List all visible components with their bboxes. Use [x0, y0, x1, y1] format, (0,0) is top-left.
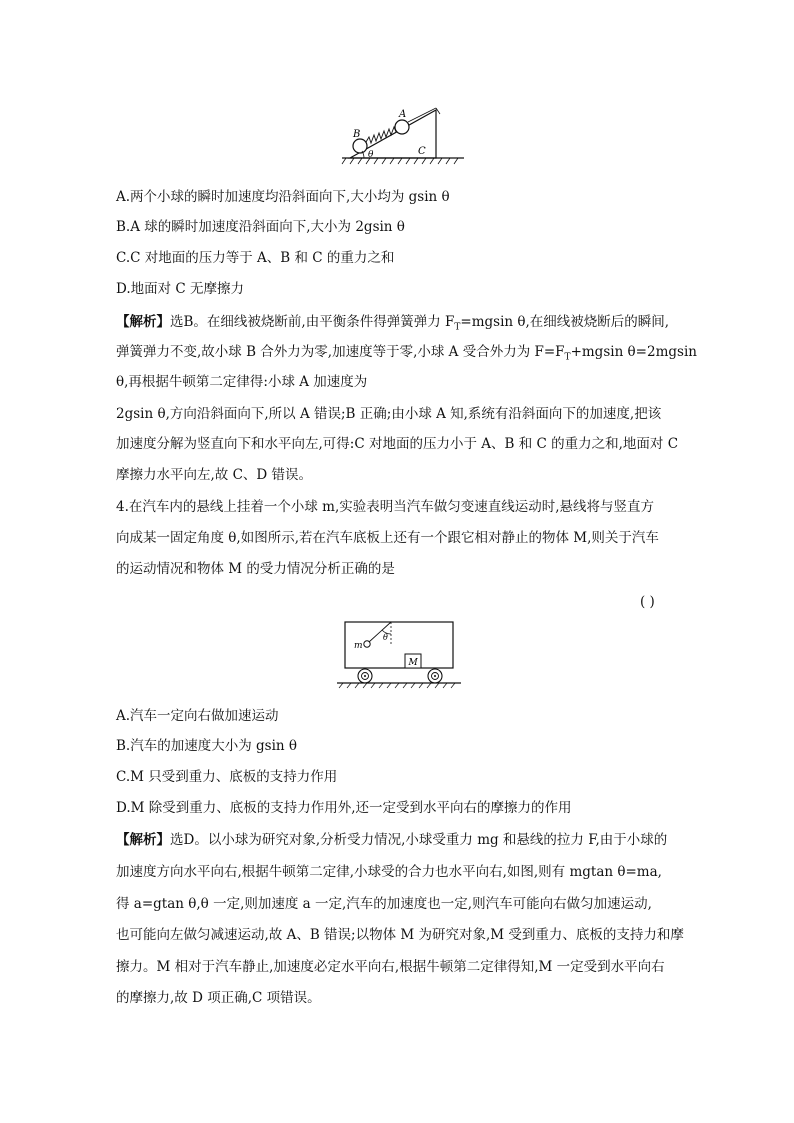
ball-b: [353, 139, 367, 153]
q4-analysis-line-4: 也可能向左做匀减速运动,故 A、B 错误;以物体 M 为研究对象,M 受到重力、底板的支持力和摩: [116, 927, 684, 943]
label-a: A: [399, 109, 407, 120]
pendulum-ball: [364, 641, 370, 647]
label-big-m: M: [408, 658, 418, 668]
q4-stem-line-2: 向成某一固定角度 θ,如图所示,若在汽车底板上还有一个跟它相对静止的物体 M,则关于汽车: [116, 530, 659, 546]
q4-analysis-line-3: 得 a=gtan θ,θ 一定,则加速度 a 一定,汽车的加速度也一定,则汽车可能向右做匀加速运动,: [116, 896, 652, 912]
q4-stem-line-3: 的运动情况和物体 M 的受力情况分析正确的是: [116, 561, 395, 577]
q4-analysis-line-5: 擦力。M 相对于汽车静止,加速度必定水平向右,根据牛顿第二定律得知,M 一定受到水平向右: [116, 959, 665, 975]
q4-option-a: A.汽车一定向右做加速运动: [116, 708, 279, 724]
q3-analysis-line-5: 加速度分解为竖直向下和水平向左,可得:C 对地面的压力小于 A、B 和 C 的重力之和,地面对 C: [116, 436, 679, 452]
q3-option-b: B.A 球的瞬时加速度沿斜面向下,大小为 2gsin θ: [116, 219, 405, 235]
q3-analysis-line-1: 【解析】选B。在细线被烧断前,由平衡条件得弹簧弹力 $F_T=mgsin$ θ,在细线被烧断后的瞬间,: [116, 314, 670, 333]
incline-spring-figure: [340, 100, 470, 168]
q4-option-c: C.M 只受到重力、底板的支持力作用: [116, 769, 338, 785]
q3-option-a: A.两个小球的瞬时加速度均沿斜面向下,大小均为 gsin θ: [116, 189, 450, 205]
car-pendulum-figure: [335, 618, 465, 690]
q3-option-d: D.地面对 C 无摩擦力: [116, 281, 245, 297]
label-b: B: [353, 129, 361, 140]
ball-a: [395, 120, 409, 134]
label-theta-2: θ: [383, 633, 388, 642]
q3-analysis-line-2: 弹簧弹力不变,故小球 B 合外力为零,加速度等于零,小球 A 受合外力为 $F=F_T+mgsin$ θ=2mgsin: [116, 344, 697, 363]
label-c: C: [418, 146, 426, 157]
q3-analysis-tag: 【解析】: [116, 314, 170, 330]
q3-analysis-line-3: θ,再根据牛顿第二定律得:小球 A 加速度为: [116, 374, 368, 390]
q3-analysis-line-4: 2gsin θ,方向沿斜面向下,所以 A 错误;B 正确;由小球 A 知,系统有沿斜面向下的加速度,把该: [116, 406, 662, 422]
q4-analysis-line-6: 的摩擦力,故 D 项正确,C 项错误。: [116, 990, 321, 1006]
q4-analysis-line-1: 【解析】选D。以小球为研究对象,分析受力情况,小球受重力 mg 和悬线的拉力 F,由于小球的: [116, 832, 668, 848]
q4-analysis-tag: 【解析】: [116, 832, 170, 848]
q4-option-d: D.M 除受到重力、底板的支持力作用外,还一定受到水平向右的摩擦力的作用: [116, 800, 572, 816]
label-m: m: [354, 641, 363, 651]
label-theta: θ: [368, 150, 374, 160]
q3-analysis-line-6: 摩擦力水平向左,故 C、D 错误。: [116, 467, 313, 483]
q3-option-c: C.C 对地面的压力等于 A、B 和 C 的重力之和: [116, 250, 395, 266]
q4-stem-line-1: 4.在汽车内的悬线上挂着一个小球 m,实验表明当汽车做匀变速直线运动时,悬线将与竖直方: [116, 499, 655, 515]
q4-analysis-line-2: 加速度方向水平向右,根据牛顿第二定律,小球受的合力也水平向右,如图,则有 mgtan θ=ma,: [116, 864, 662, 880]
answer-parentheses: ( ): [640, 594, 655, 610]
q4-option-b: B.汽车的加速度大小为 gsin θ: [116, 738, 298, 754]
